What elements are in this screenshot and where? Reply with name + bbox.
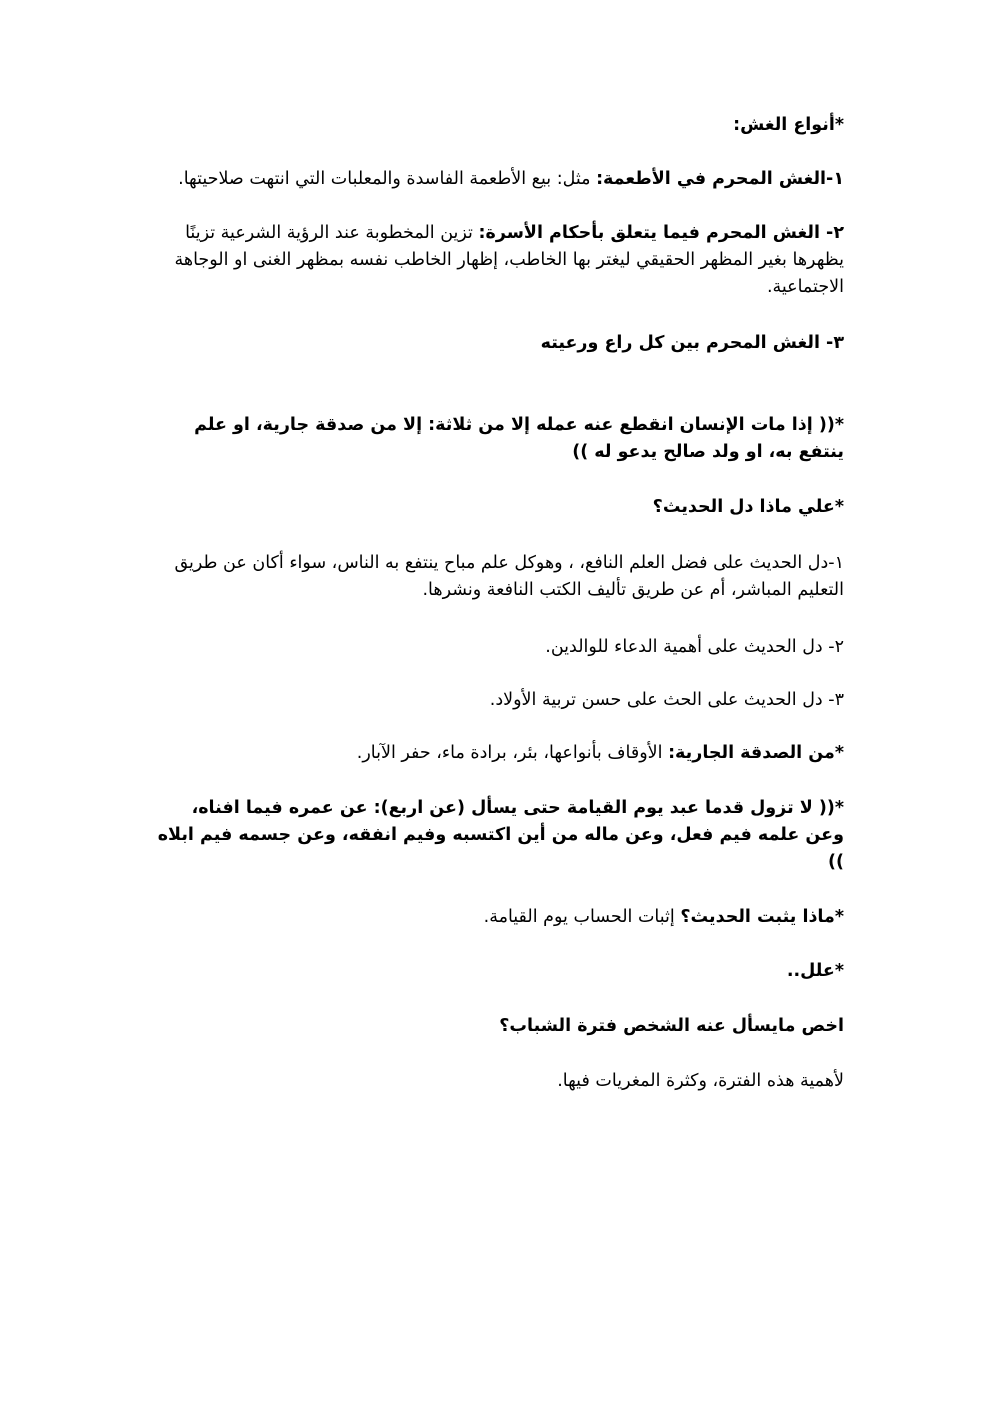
question-3-heading: اخص مايسأل عنه الشخص فترة الشباب؟ [499, 1016, 844, 1036]
type-2-label: ٢- الغش المحرم فيما يتعلق بأحكام الأسرة: [478, 223, 844, 243]
answer-3-paragraph: لأهمية هذه الفترة، وكثرة المغريات فيها. [557, 1071, 844, 1091]
reason-heading: *علل.. [786, 961, 844, 981]
charity-label: *من الصدقة الجارية: [668, 743, 844, 763]
question-2-paragraph [150, 904, 844, 931]
document-body [150, 112, 844, 1095]
question-2-text: إثبات الحساب يوم القيامة. [483, 907, 681, 927]
type-1-paragraph [150, 166, 844, 193]
charity-text: الأوقاف بأنواعها، بئر، برادة ماء، حفر الآبار. [356, 743, 669, 763]
answer-1-item-1: ١-دل الحديث على فضل العلم النافع، ، وهوكل علم مباح ينتفع به الناس، سواء أكان عن طريق التعليم المباشر، أم عن طريق تأليف الكتب النافعة ونشرها. [174, 553, 844, 600]
types-heading: *أنواع الغش: [733, 115, 844, 135]
question-1-heading: *علي ماذا دل الحديث؟ [652, 497, 844, 517]
question-2-label: *ماذا يثبت الحديث؟ [680, 907, 844, 927]
type-2-paragraph [150, 220, 844, 301]
type-1-text: مثل: بيع الأطعمة الفاسدة والمعلبات التي انتهت صلاحيتها. [178, 169, 597, 189]
type-1-label: ١-الغش المحرم في الأطعمة: [596, 169, 844, 189]
answer-1-item-3: ٣- دل الحديث على الحث على حسن تربية الأولاد. [489, 690, 844, 710]
charity-paragraph [150, 740, 844, 767]
hadith-1-quote: *(( إذا مات الإنسان انقطع عنه عمله إلا من ثلاثة: إلا من صدقة جارية، او علم ينتفع به، او ولد صالح يدعو له )) [194, 415, 844, 462]
type-2-text: تزين المخطوبة عند الرؤية الشرعية تزينًا يظهرها بغير المظهر الحقيقي ليغتر بها الخاطب، إظهار الخاطب نفسه بمظهر الغنى او الوجاهة الاجتماعية. [174, 223, 844, 297]
type-3-paragraph: ٣- الغش المحرم بين كل راع ورعيته [540, 333, 844, 353]
answer-1-item-2: ٢- دل الحديث على أهمية الدعاء للوالدين. [545, 637, 844, 657]
hadith-2-quote: *(( لا تزول قدما عبد يوم القيامة حتى يسأل (عن اربع): عن عمره فيما افناه، وعن علمه فيم فعل، وعن ماله من أين اكتسبه وفيم انفقه، وعن جسمه فيم ابلاه )) [157, 798, 844, 872]
